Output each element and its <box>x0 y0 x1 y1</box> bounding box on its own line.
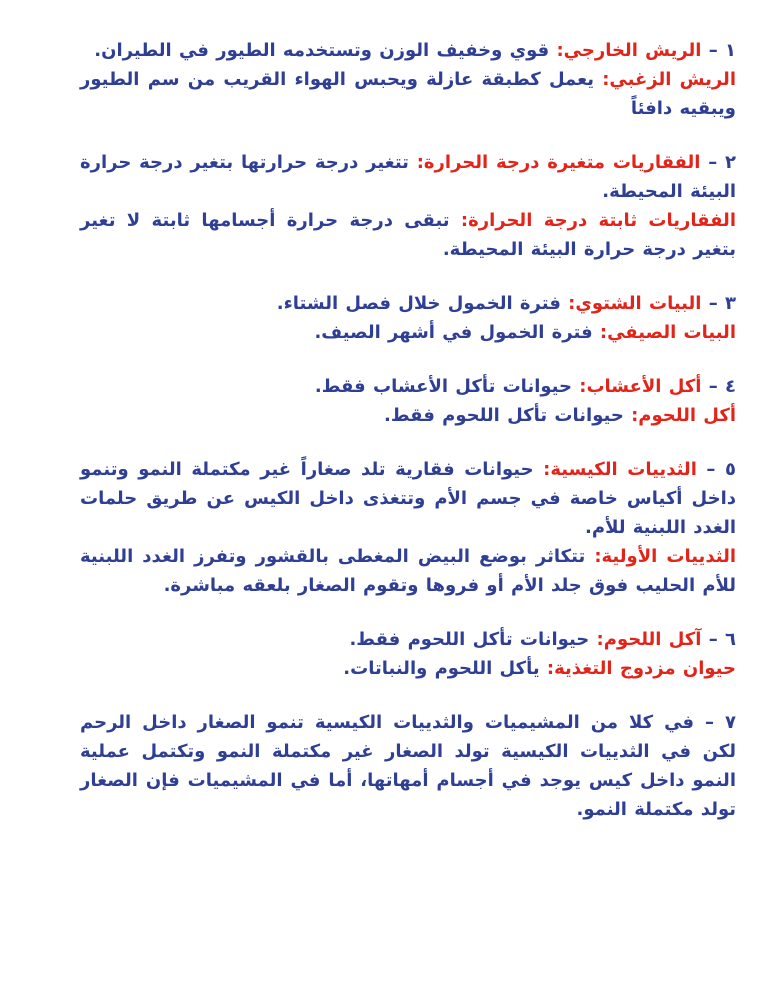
term: الريش الزغبي: <box>602 69 736 90</box>
term: الثدييات الكيسية: <box>543 459 697 480</box>
section-number: ٤ <box>725 376 736 397</box>
definition <box>80 542 736 600</box>
definition <box>80 401 736 430</box>
term: الفقاريات ثابتة درجة الحرارة: <box>460 210 736 231</box>
term: الريش الخارجي: <box>556 40 702 61</box>
term: البيات الصيفي: <box>599 322 736 343</box>
section-1 <box>80 36 736 123</box>
definition-text: تتكاثر بوضع البيض المغطى بالقشور وتفرز الغدد اللبنية للأم الحليب فوق جلد الأم أو فروها وتقوم الصغار بلعقه مباشرة. <box>80 546 736 596</box>
section-number: ٥ <box>725 459 736 480</box>
definition-text: حيوانات فقارية تلد صغاراً غير مكتملة النمو وتنمو داخل أكياس خاصة في جسم الأم وتتغذى داخل الكيس عن طريق حلمات الغدد اللبنية للأم. <box>80 459 736 538</box>
definition <box>80 65 736 123</box>
section-7 <box>80 708 736 824</box>
definition: ٧ – في كلا من المشيميات والثدييات الكيسية تنمو الصغار داخل الرحم لكن في الثدييات الكيسية تولد الصغار غير مكتملة النمو وتكتمل عملية النمو داخل كيس يوجد في أجسام أمهاتها، أما في المشيميات فإن الصغار تولد مكتملة النمو. <box>80 712 736 820</box>
definition-text: تبقى درجة حرارة أجسامها ثابتة لا تغير بتغير درجة حرارة البيئة المحيطة. <box>80 210 736 260</box>
definition-text: فترة الخمول خلال فصل الشتاء. <box>276 293 569 314</box>
section-number: ٦ <box>725 629 736 650</box>
definition <box>80 318 736 347</box>
definition <box>80 654 736 683</box>
term: آكل اللحوم: <box>596 629 702 650</box>
term: الفقاريات متغيرة درجة الحرارة: <box>416 152 701 173</box>
definition-text: تتغير درجة حرارتها بتغير درجة حرارة البيئة المحيطة. <box>80 152 736 202</box>
term: حيوان مزدوج التغذية: <box>546 658 736 679</box>
section-3 <box>80 289 736 347</box>
definition: ١ – الريش الخارجي: قوي وخفيف الوزن وتستخدمه الطيور في الطيران. <box>94 40 736 61</box>
term: أكل اللحوم: <box>631 405 736 426</box>
definition-text: حيوانات تأكل اللحوم فقط. <box>384 405 632 426</box>
term: البيات الشتوي: <box>568 293 702 314</box>
section-5 <box>80 455 736 600</box>
section-number: ٣ <box>725 293 736 314</box>
definition <box>80 206 736 264</box>
definition: ٣ – البيات الشتوي: فترة الخمول خلال فصل الشتاء. <box>276 293 736 314</box>
definition-text: يعمل كطبقة عازلة ويحبس الهواء القريب من سم الطيور ويبقيه دافئاً <box>80 69 736 119</box>
definition: ٥ – الثدييات الكيسية: حيوانات فقارية تلد صغاراً غير مكتملة النمو وتنمو داخل أكياس خاصة في جسم الأم وتتغذى داخل الكيس عن طريق حلمات الغدد اللبنية للأم. <box>80 459 736 538</box>
term: الثدييات الأولية: <box>594 546 736 567</box>
definition-text: قوي وخفيف الوزن وتستخدمه الطيور في الطيران. <box>94 40 557 61</box>
definition-text: حيوانات تأكل اللحوم فقط. <box>349 629 597 650</box>
definition: ٢ – الفقاريات متغيرة درجة الحرارة: تتغير درجة حرارتها بتغير درجة حرارة البيئة المحيطة. <box>80 152 736 202</box>
section-6 <box>80 625 736 683</box>
definition: ٦ – آكل اللحوم: حيوانات تأكل اللحوم فقط. <box>349 629 736 650</box>
definition-text: فترة الخمول في أشهر الصيف. <box>314 322 600 343</box>
section-number: ١ <box>725 40 736 61</box>
section-number: ٧ <box>724 712 736 733</box>
term: أكل الأعشاب: <box>579 376 702 397</box>
section-number: ٢ <box>725 152 736 173</box>
definition-text: يأكل اللحوم والنباتات. <box>343 658 547 679</box>
definition-text: حيوانات تأكل الأعشاب فقط. <box>314 376 580 397</box>
definition-text: في كلا من المشيميات والثدييات الكيسية تنمو الصغار داخل الرحم لكن في الثدييات الكيسية تولد الصغار غير مكتملة النمو وتكتمل عملية النمو داخل كيس يوجد في أجسام أمهاتها، أما في المشيميات فإن الصغار تولد مكتملة النمو. <box>80 712 736 820</box>
section-2 <box>80 148 736 264</box>
section-4 <box>80 372 736 430</box>
definition: ٤ – أكل الأعشاب: حيوانات تأكل الأعشاب فقط. <box>314 376 736 397</box>
